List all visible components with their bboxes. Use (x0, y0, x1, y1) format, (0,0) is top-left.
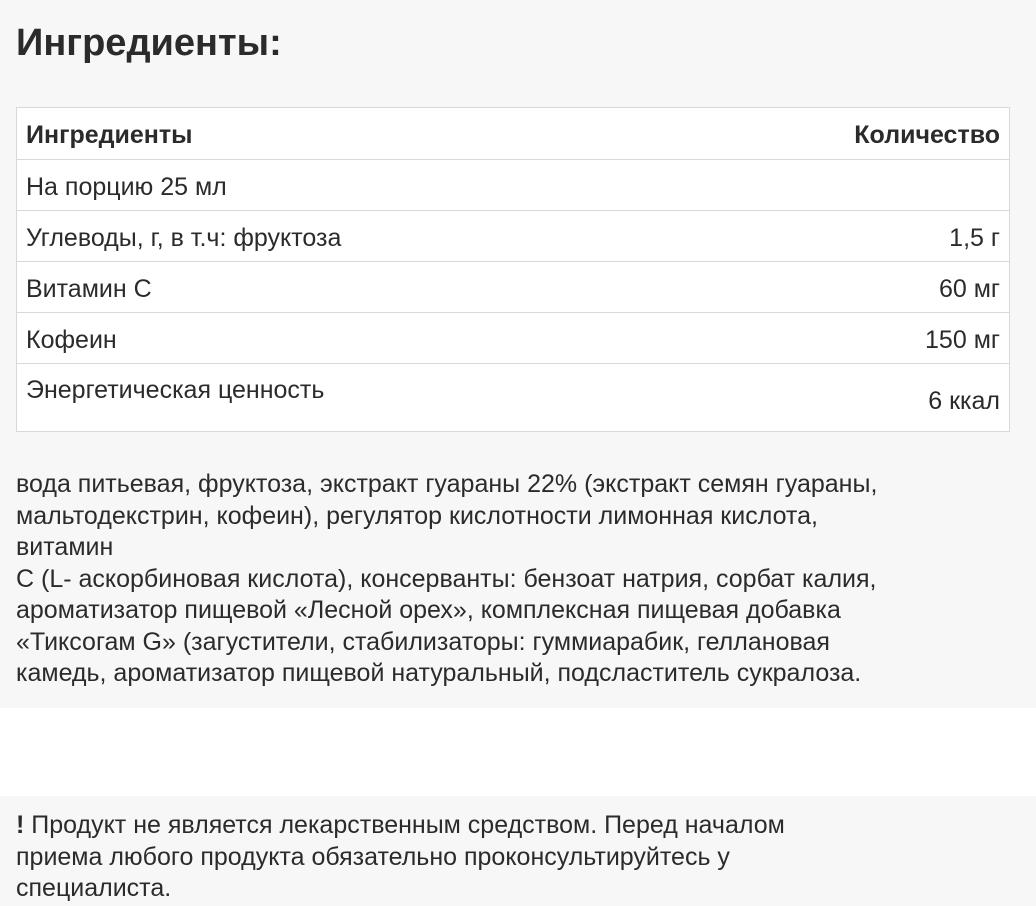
warning-line-1 (16, 810, 1016, 842)
row-name: Витамин С (26, 275, 152, 303)
row-name: Энергетическая ценность (26, 376, 325, 404)
column-header-ingredient: Ингредиенты (26, 121, 193, 149)
row-name: Кофеин (26, 326, 117, 354)
exclamation-icon: ! (16, 811, 25, 839)
composition-line: «Тиксогам G» (загустители, стабилизаторы: гуммиарабик, геллановая (16, 627, 830, 656)
row-amount: 150 мг (925, 326, 1000, 354)
warning-line: приема любого продукта обязательно проконсультируйтесь у (16, 842, 730, 871)
composition-line: камедь, ароматизатор пищевой натуральный, подсластитель сукралоза. (16, 659, 862, 687)
table-row (17, 160, 1009, 211)
table-row (17, 364, 1009, 431)
row-amount: 1,5 г (949, 224, 1000, 252)
table-row (17, 262, 1009, 313)
row-amount: 6 ккал (928, 387, 1000, 415)
warning-line: специалиста. (16, 874, 172, 902)
table-row (17, 313, 1009, 364)
composition-line: мальтодекстрин, кофеин), регулятор кислотности лимонная кислота, (16, 501, 818, 530)
table-row (17, 211, 1009, 262)
warning-line: Продукт не является лекарственным средством. Перед началом (24, 811, 785, 839)
row-name: Углеводы, г, в т.ч: фруктоза (26, 224, 342, 252)
composition-line: вода питьевая, фруктоза, экстракт гуараны 22% (экстракт семян гуараны, (16, 470, 878, 498)
section-title: Ингредиенты: (16, 22, 282, 64)
column-header-amount: Количество (854, 121, 1000, 149)
ingredients-table (16, 107, 1010, 432)
composition-line: ароматизатор пищевой «Лесной орех», комплексная пищевая добавка (16, 596, 841, 624)
composition-text (16, 469, 1026, 690)
warning-text (16, 810, 1016, 905)
table-header-row (17, 108, 1009, 160)
row-amount: 60 мг (938, 275, 1000, 303)
composition-line: С (L- аскорбиновая кислота), консерванты: бензоат натрия, сорбат калия, (16, 564, 877, 593)
row-name: На порцию 25 мл (26, 173, 227, 201)
composition-line: витамин (16, 533, 114, 561)
